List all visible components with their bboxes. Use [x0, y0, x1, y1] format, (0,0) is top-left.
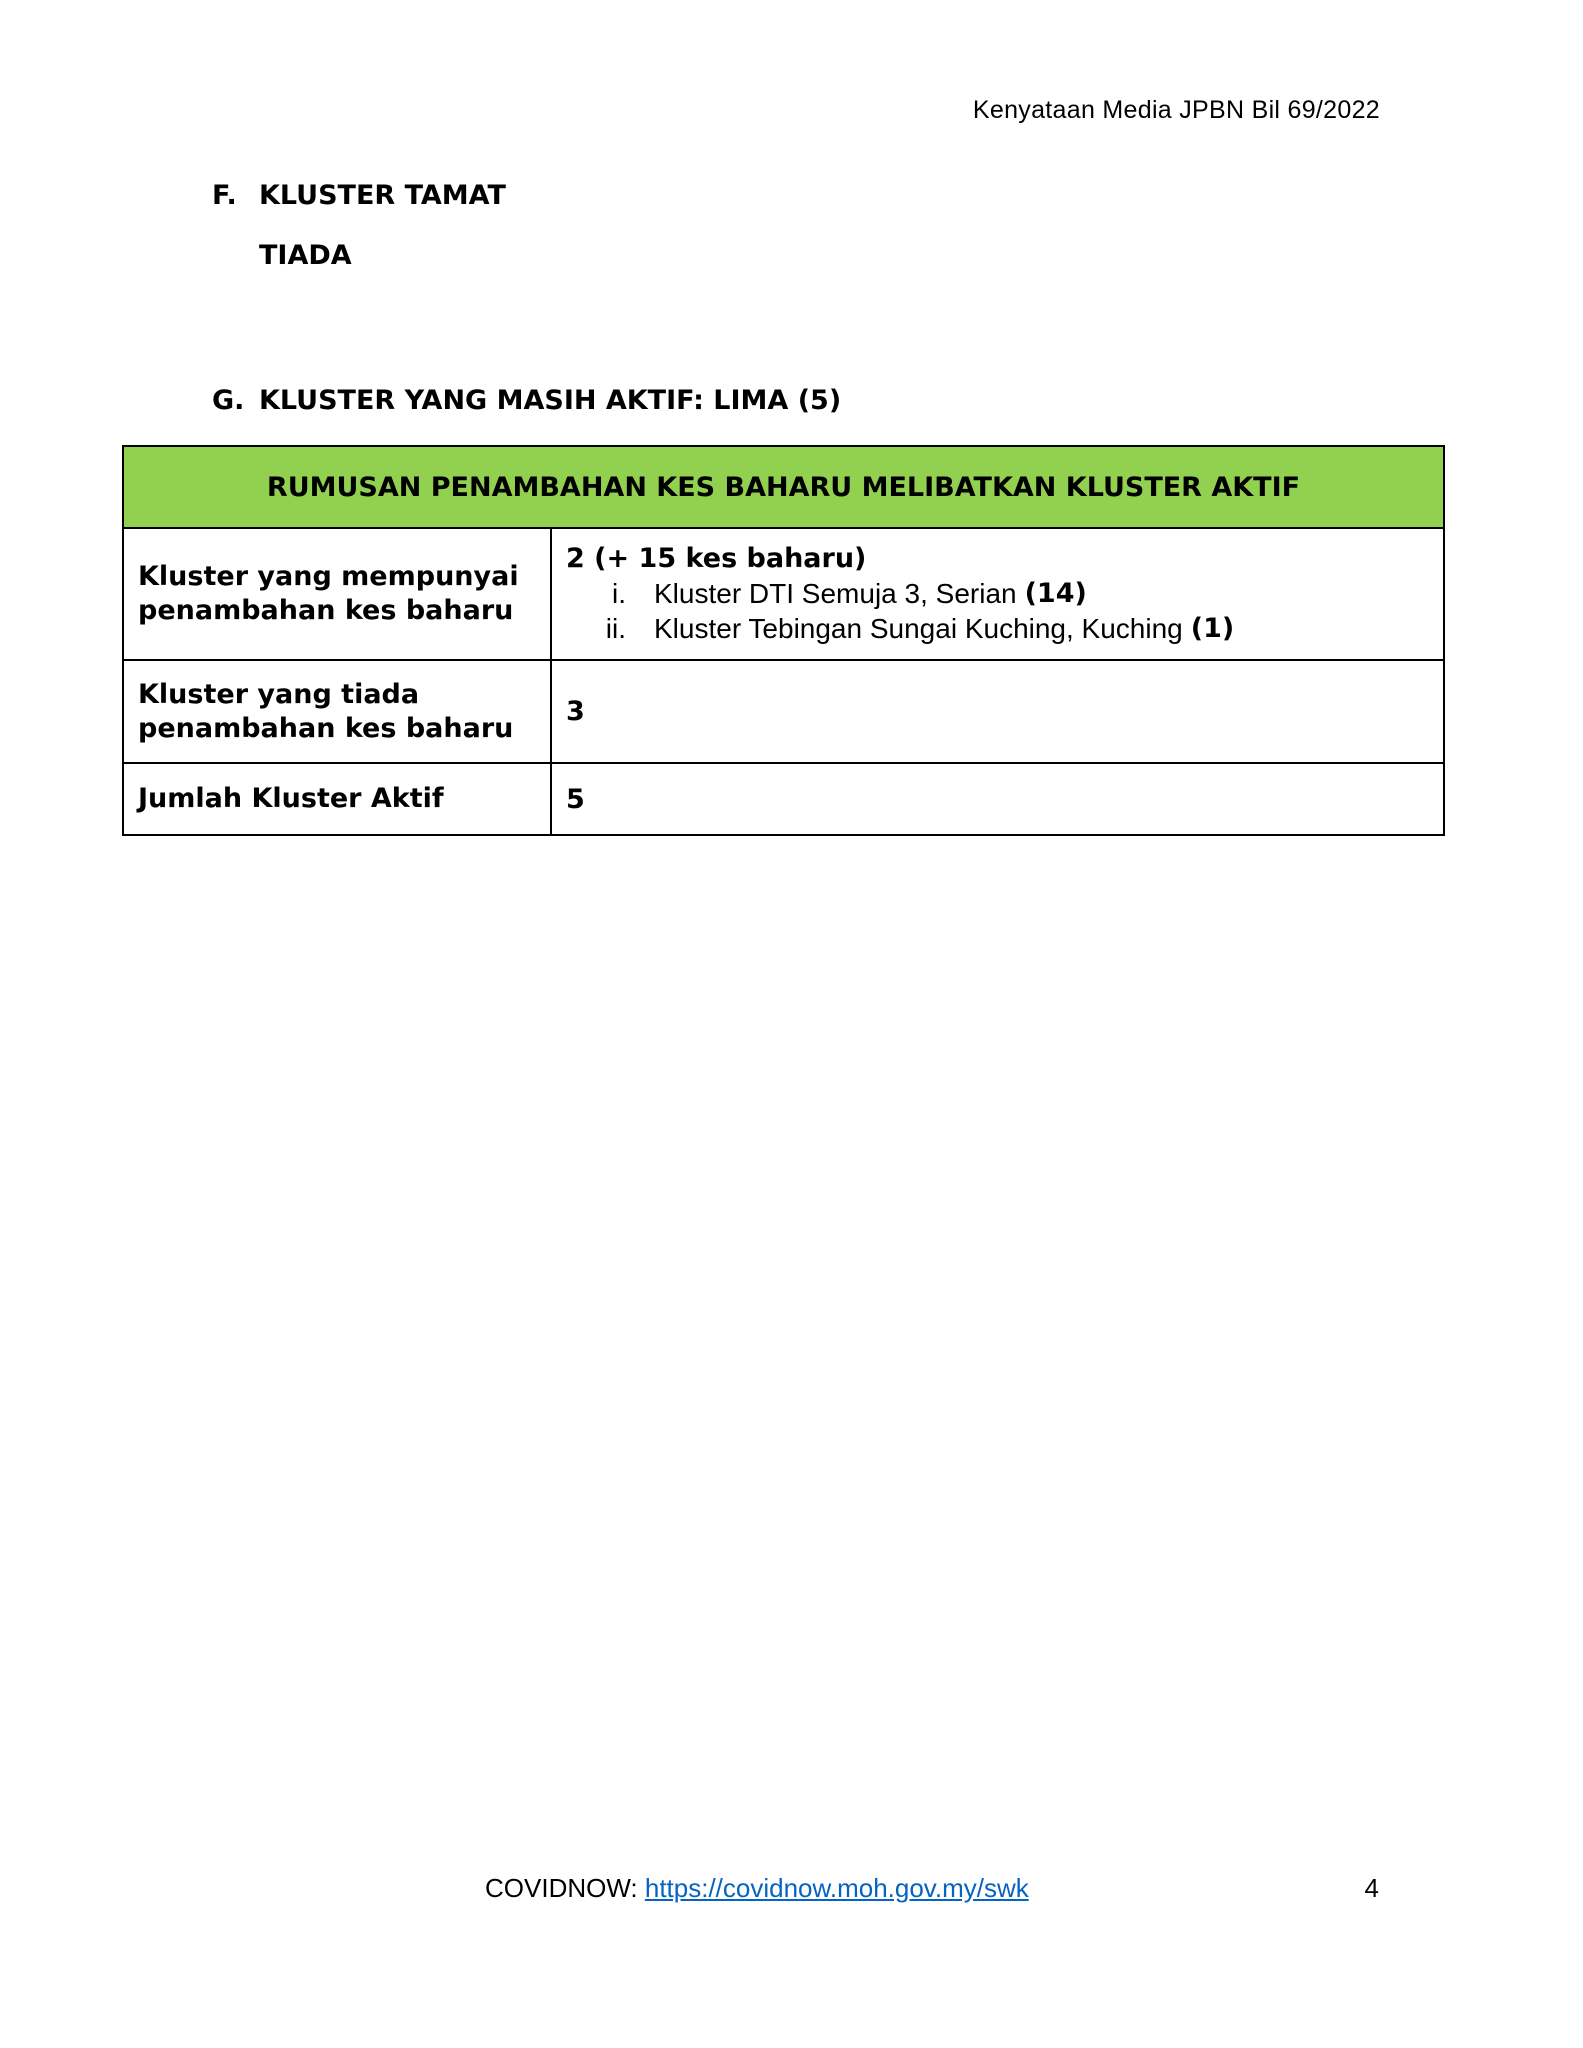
section-g-heading: [212, 385, 841, 416]
row-value-cell: [551, 528, 1444, 660]
list-item: [566, 611, 1443, 646]
table-row: [123, 763, 1444, 835]
section-f-title: KLUSTER TAMAT: [259, 180, 506, 211]
list-item-count: (1): [1190, 613, 1235, 644]
section-g-letter: G.: [212, 385, 245, 416]
row-value: 3: [551, 660, 1444, 763]
list-item-number: ii.: [605, 613, 626, 644]
section-f-body: TIADA: [259, 240, 352, 271]
list-item: [566, 576, 1443, 611]
page-number: 4: [1364, 1873, 1379, 1903]
list-item-text: Kluster DTI Semuja 3, Serian: [654, 578, 1017, 609]
section-f-letter: F.: [212, 180, 237, 211]
list-item-number: i.: [612, 578, 626, 609]
table-row: [123, 528, 1444, 660]
table-row: [123, 660, 1444, 763]
table-heading: RUMUSAN PENAMBAHAN KES BAHARU MELIBATKAN KLUSTER AKTIF: [123, 446, 1444, 528]
footer: [485, 1873, 1029, 1904]
list-item-count: (14): [1024, 578, 1087, 609]
active-cluster-summary-table: [122, 445, 1445, 836]
list-item-text: Kluster Tebingan Sungai Kuching, Kuching: [654, 613, 1183, 644]
cluster-list: [566, 576, 1443, 646]
section-f-heading: [212, 180, 506, 211]
footer-prefix: COVIDNOW:: [485, 1873, 645, 1903]
covidnow-link[interactable]: https://covidnow.moh.gov.my/swk: [644, 1873, 1029, 1903]
row-label: Jumlah Kluster Aktif: [123, 763, 551, 835]
section-g-title: KLUSTER YANG MASIH AKTIF: LIMA (5): [259, 385, 842, 416]
row-value: 5: [551, 763, 1444, 835]
document-reference: Kenyataan Media JPBN Bil 69/2022: [972, 96, 1380, 124]
row-value: 2 (+ 15 kes baharu): [566, 543, 867, 574]
row-label: Kluster yang mempunyai penambahan kes baharu: [123, 528, 551, 660]
row-label: Kluster yang tiada penambahan kes baharu: [123, 660, 551, 763]
